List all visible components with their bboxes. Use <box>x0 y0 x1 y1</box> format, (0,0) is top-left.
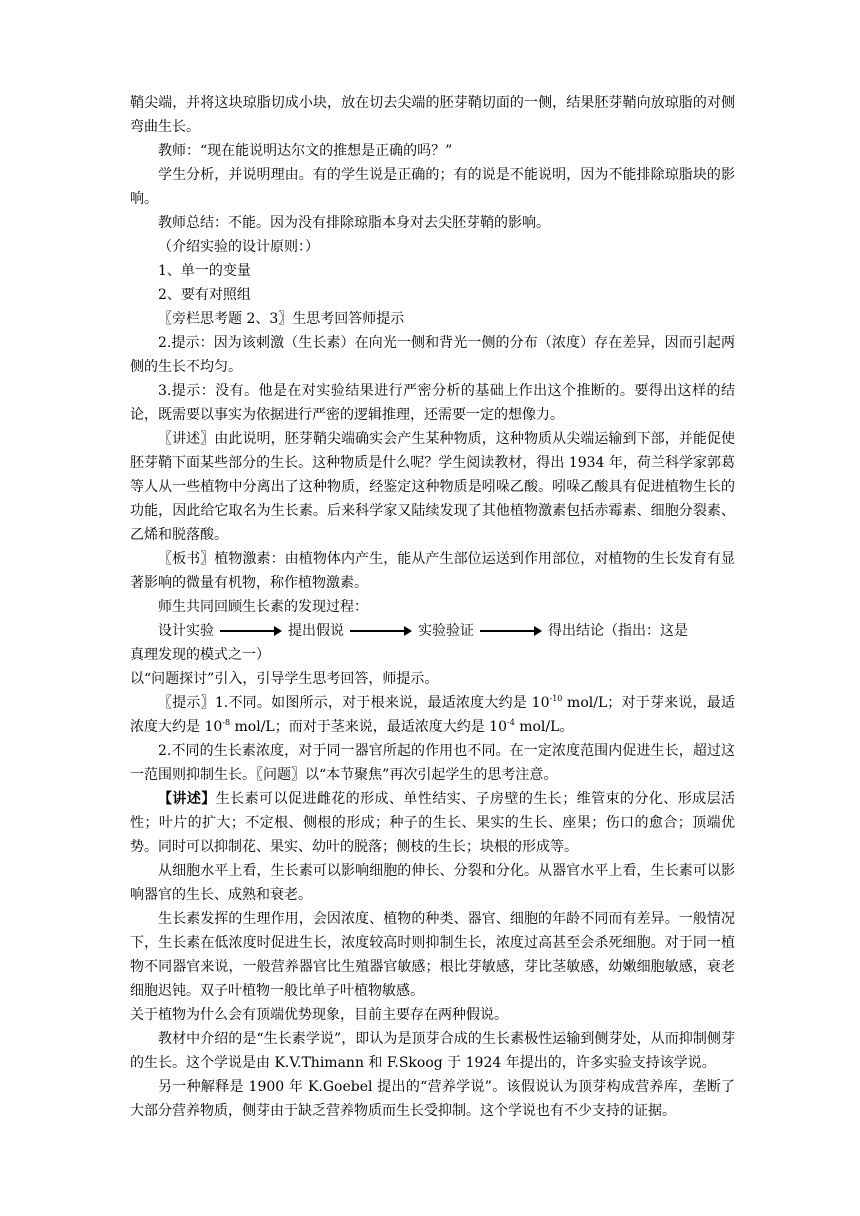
exponent: -8 <box>222 718 231 727</box>
paragraph: 〖板书〗植物激素：由植物体内产生，能从产生部位运送到作用部位，对植物的生长发育有显著影响的微量有机物，称作植物激素。 <box>130 551 735 591</box>
flow-step: 得出结论（指出：这是 <box>548 623 688 639</box>
list-item: 1、单一的变量 <box>158 263 251 279</box>
bold-label: 【讲述】 <box>158 791 216 807</box>
list-item: 2、要有对照组 <box>158 287 251 303</box>
paragraph: 2.提示：因为该刺激（生长素）在向光一侧和背光一侧的分布（浓度）存在差异，因而引起两侧的生长不均匀。 <box>130 335 735 375</box>
paragraph: 真理发现的模式之一） <box>130 647 270 663</box>
document-page <box>130 91 735 1123</box>
flow-step: 提出假说 <box>288 623 344 639</box>
paragraph: 从细胞水平上看，生长素可以影响细胞的伸长、分裂和分化。从器官水平上看，生长素可以影响器官的生长、成熟和衰老。 <box>130 863 735 903</box>
text-run: mol/L；而对于茎来说，最适浓度大约是 10 <box>230 719 507 735</box>
paragraph: 教材中介绍的是“生长素学说”，即认为是顶芽合成的生长素极性运输到侧芽处，从而抑制侧芽的生长。这个学说是由 K.V.Thimann 和 F.Skoog 于 1924 年提出的，许多实验支持该学说。 <box>130 1031 735 1071</box>
paragraph: 以“问题探讨”引入，引导学生思考回答，师提示。 <box>130 671 439 687</box>
paragraph: 〖讲述〗由此说明，胚芽鞘尖端确实会产生某种物质，这种物质从尖端运输到下部，并能促使胚芽鞘下面某些部分的生长。这种物质是什么呢？学生阅读教材，得出 1934 年，荷兰科学家郭葛等人从一些植物中分离出了这种物质，经鉴定这种物质是吲哚乙酸。吲哚乙酸具有促进植物生长的功能，因此给它取名为生长素。后来科学家又陆续发现了其他植物激素包括赤霉素、细胞分裂素、乙烯和脱落酸。 <box>130 431 735 543</box>
paragraph: 〖旁栏思考题 2、3〗生思考回答师提示 <box>158 311 405 327</box>
flow-step: 设计实验 <box>158 623 214 639</box>
paragraph: 教师：“现在能说明达尔文的推想是正确的吗？” <box>158 143 453 159</box>
paragraph: 学生分析，并说明理由。有的学生说是正确的；有的说是不能说明，因为不能排除琼脂块的影响。 <box>130 167 735 207</box>
paragraph: 师生共同回顾生长素的发现过程： <box>158 599 368 615</box>
text-run: 生长素可以促进雌花的形成、单性结实、子房壁的生长；维管束的分化、形成层活性；叶片的扩大；不定根、侧根的形成；种子的生长、果实的生长、座果；伤口的愈合；顶端优势。同时可以抑制花、果实、幼叶的脱落；侧枝的生长；块根的形成等。 <box>130 791 736 855</box>
paragraph: 鞘尖端，并将这块琼脂切成小块，放在切去尖端的胚芽鞘切面的一侧，结果胚芽鞘向放琼脂的对侧弯曲生长。 <box>130 95 735 135</box>
paragraph: 另一种解释是 1900 年 K.Goebel 提出的“营养学说”。该假说认为顶芽构成营养库，垄断了大部分营养物质，侧芽由于缺乏营养物质而生长受抑制。这个学说也有不少支持的证据。 <box>130 1079 735 1119</box>
paragraph: 3.提示：没有。他是在对实验结果进行严密分析的基础上作出这个推断的。要得出这样的结论，既需要以事实为依据进行严密的逻辑推理，还需要一定的想像力。 <box>130 383 735 423</box>
paragraph: 2.不同的生长素浓度，对于同一器官所起的作用也不同。在一定浓度范围内促进生长，超过这一范围则抑制生长。〖问题〗以“本节聚焦”再次引起学生的思考注意。 <box>130 743 735 783</box>
text-run: mol/L。 <box>514 719 574 735</box>
paragraph: 关于植物为什么会有顶端优势现象，目前主要存在两种假说。 <box>130 1007 508 1023</box>
arrow-right-icon <box>220 626 282 636</box>
arrow-right-icon <box>350 626 412 636</box>
paragraph <box>130 787 735 859</box>
flow-step: 实验验证 <box>418 623 474 639</box>
paragraph: 教师总结：不能。因为没有排除琼脂本身对去尖胚芽鞘的影响。 <box>158 215 550 231</box>
paragraph <box>130 691 735 739</box>
arrow-right-icon <box>480 626 542 636</box>
text-run: 〖提示〗1.不同。如图所示，对于根来说，最适浓度大约是 10 <box>158 695 550 711</box>
discovery-process-flow <box>130 619 735 643</box>
exponent: -4 <box>506 718 515 727</box>
text-run: mol/L；对于芽来说，最适浓度大约是 10 <box>130 695 735 735</box>
paragraph: 生长素发挥的生理作用，会因浓度、植物的种类、器官、细胞的年龄不同而有差异。一般情况下，生长素在低浓度时促进生长，浓度较高时则抑制生长，浓度过高甚至会杀死细胞。对于同一植物不同器官来说，一般营养器官比生殖器官敏感；根比芽敏感，芽比茎敏感，幼嫩细胞敏感，衰老细胞迟钝。双子叶植物一般比单子叶植物敏感。 <box>130 911 735 999</box>
exponent: -10 <box>549 694 563 703</box>
paragraph: （介绍实验的设计原则：） <box>158 239 319 255</box>
